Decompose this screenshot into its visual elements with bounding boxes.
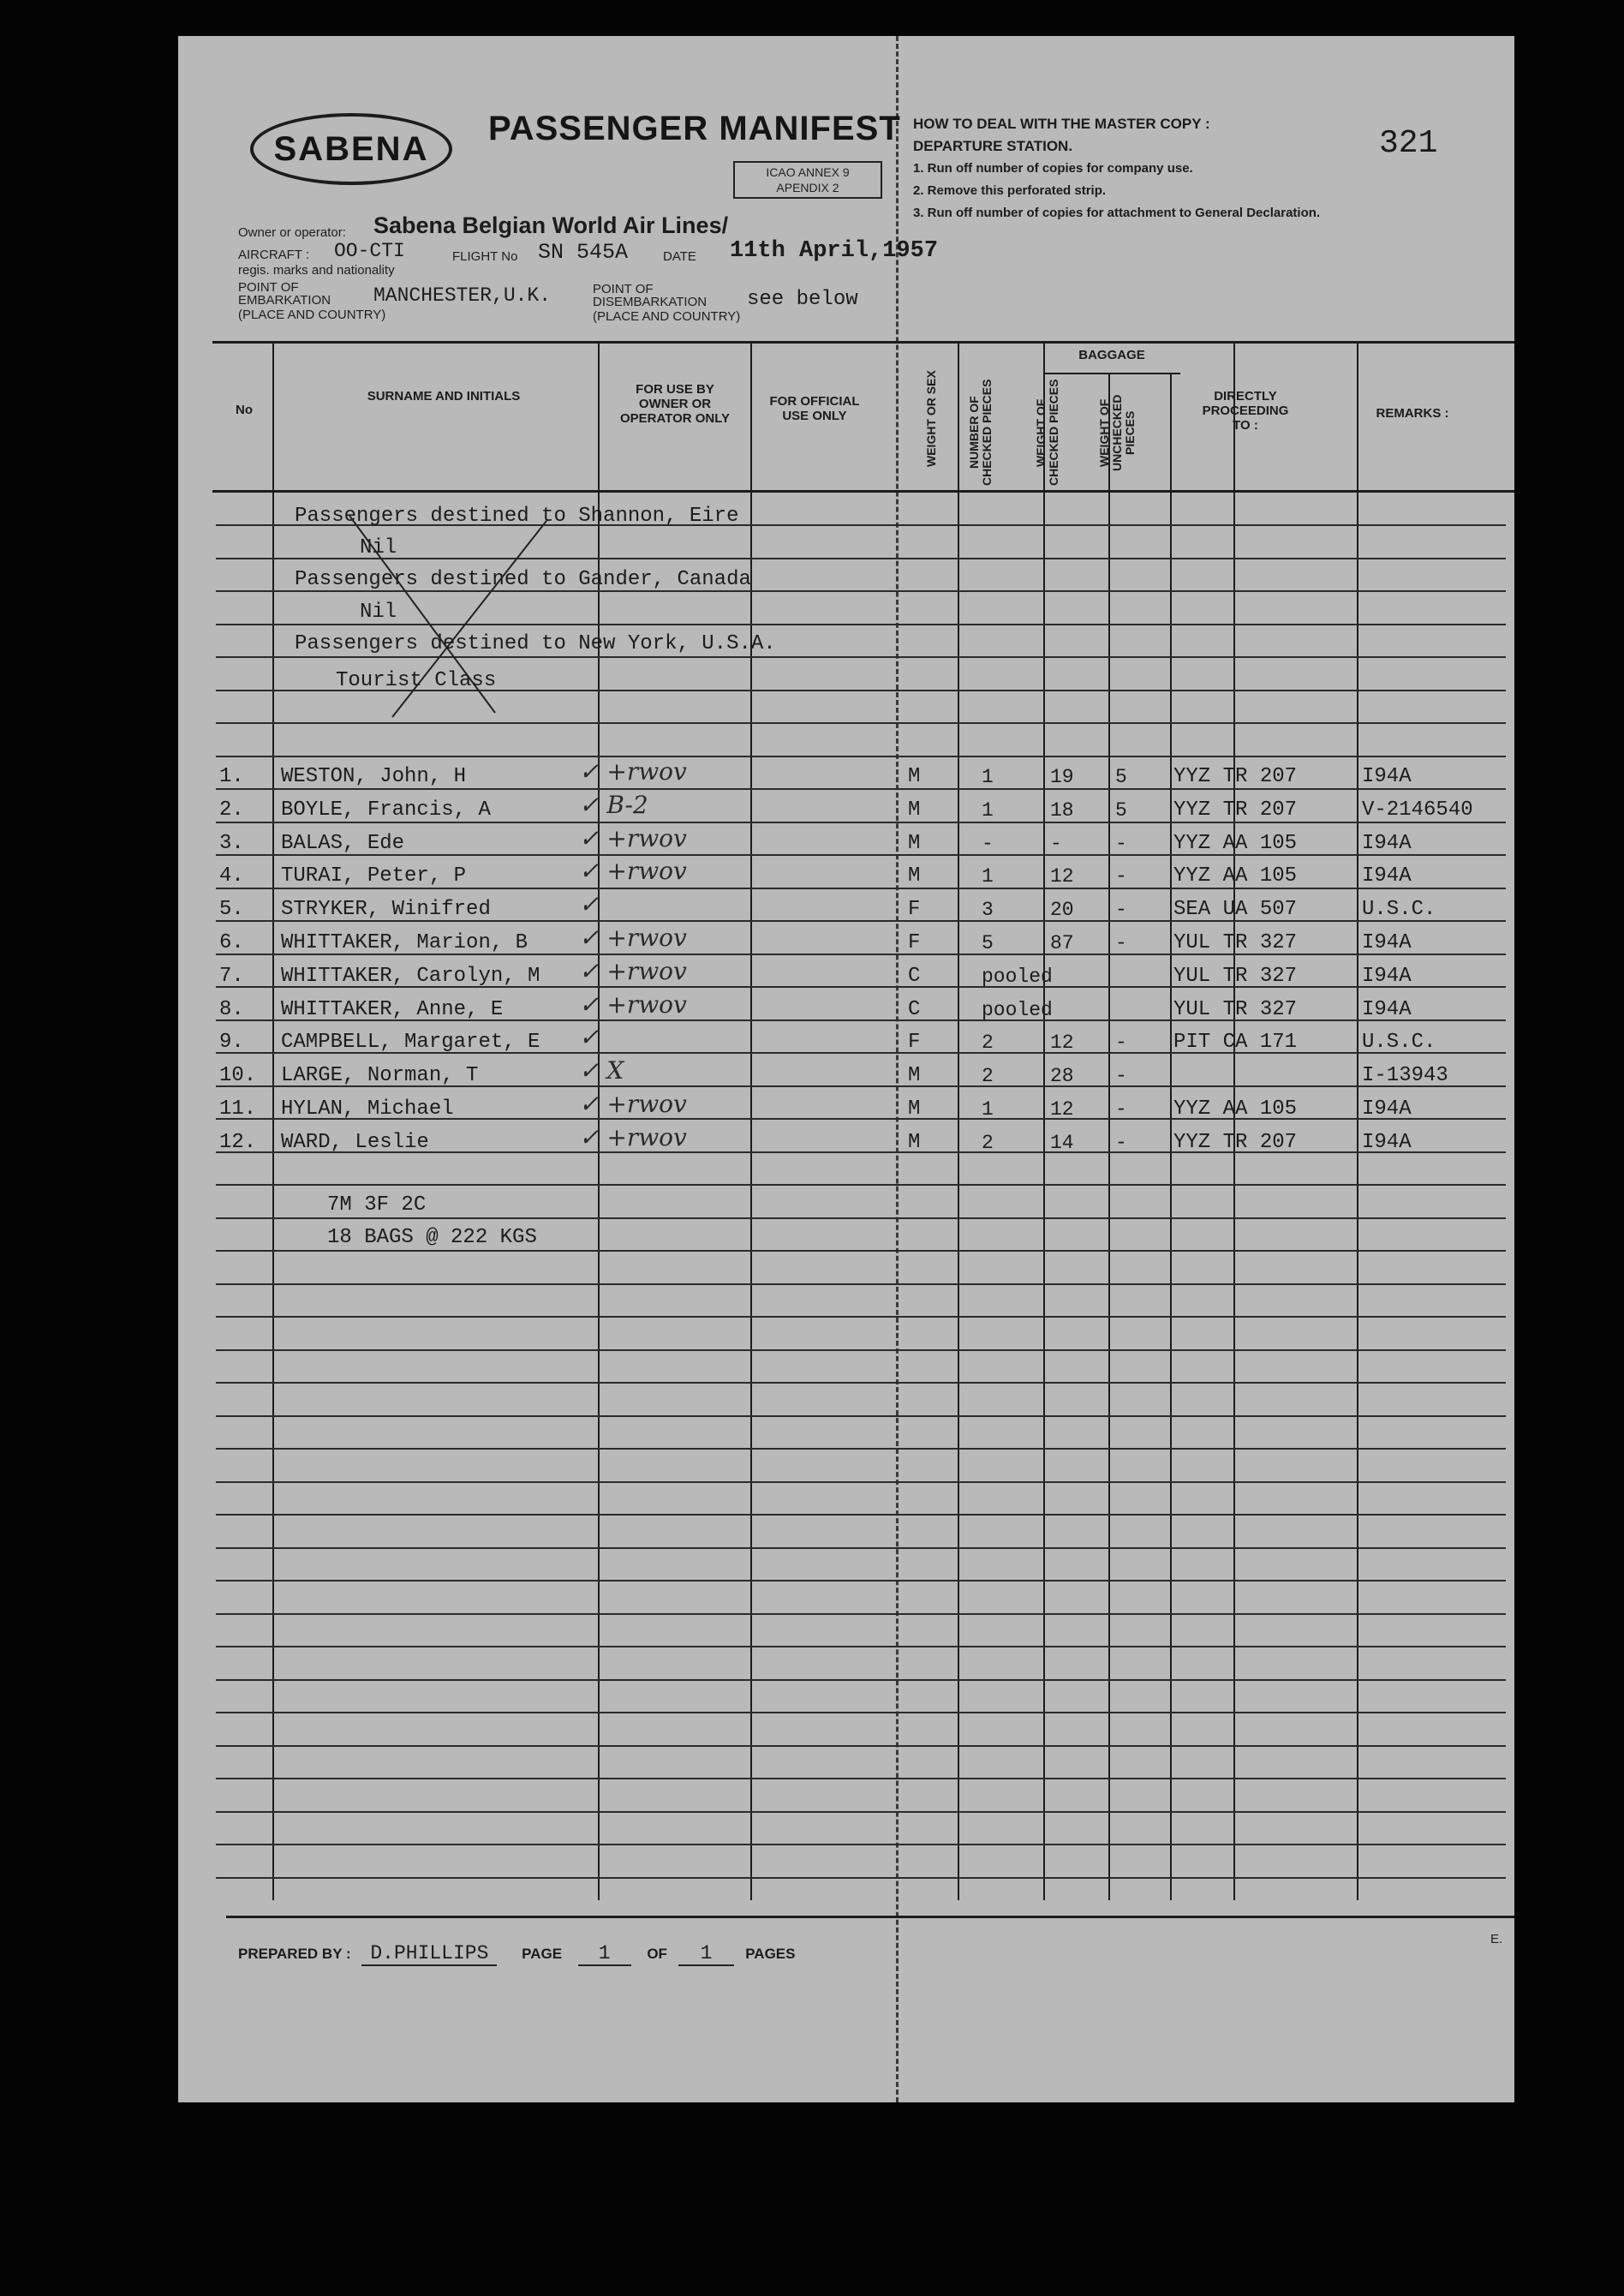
unchecked-weight: -: [1115, 1031, 1127, 1054]
checked-weight: 28: [1050, 1065, 1074, 1087]
passenger-sex: F: [908, 1031, 921, 1054]
destination-code: YYZ AA 105: [1173, 832, 1298, 855]
passenger-name: HYLAN, Michael: [281, 1097, 454, 1121]
passenger-name: TURAI, Peter, P: [281, 864, 467, 888]
checked-weight: 19: [1050, 766, 1074, 788]
checked-pieces: 1: [982, 799, 994, 822]
unchecked-weight: -: [1115, 1132, 1127, 1154]
ruled-line: [216, 1250, 1506, 1252]
unchecked-weight: -: [1115, 899, 1127, 921]
destination-line: Nil: [360, 601, 397, 624]
passenger-number: 1.: [219, 765, 244, 788]
handwritten-mark: ✓ +rwov: [579, 1090, 687, 1118]
destination-code: PIT CA 171: [1173, 1031, 1298, 1054]
handwritten-mark: ✓ +rwov: [579, 957, 687, 985]
passenger-number: 7.: [219, 965, 244, 988]
instructions-sub: DEPARTURE STATION.: [913, 138, 1073, 154]
passenger-name: CAMPBELL, Margaret, E: [281, 1031, 540, 1054]
passenger-sex: M: [908, 765, 921, 788]
remarks-value: I94A: [1362, 832, 1412, 855]
ruled-line: [216, 1712, 1506, 1713]
ruled-line: [216, 1448, 1506, 1450]
passenger-sex: M: [908, 798, 921, 822]
ruled-line: [216, 1646, 1506, 1647]
checked-weight: -: [1050, 833, 1062, 855]
passenger-name: WHITTAKER, Anne, E: [281, 998, 504, 1021]
prepared-label: PREPARED BY :: [238, 1946, 351, 1962]
checked-weight: 14: [1050, 1132, 1074, 1154]
table-bottom-rule: [226, 1916, 1514, 1918]
instructions-title: HOW TO DEAL WITH THE MASTER COPY :: [913, 116, 1210, 132]
passenger-name: BOYLE, Francis, A: [281, 798, 491, 822]
totals-line-2: 18 BAGS @ 222 KGS: [327, 1226, 537, 1249]
checked-pieces: pooled: [982, 966, 1053, 988]
ruled-line: [216, 1217, 1506, 1219]
ruled-line: [216, 1184, 1506, 1186]
handwritten-mark: ✓ X: [579, 1056, 624, 1085]
handwritten-mark: ✓ +rwov: [579, 757, 687, 786]
col-remarks-header: REMARKS :: [1376, 406, 1449, 421]
prepared-by-value: D.PHILLIPS: [361, 1942, 497, 1966]
destination-line: Passengers destined to Gander, Canada: [295, 568, 751, 591]
col-surname-header: SURNAME AND INITIALS: [367, 389, 521, 404]
remarks-value: U.S.C.: [1362, 1031, 1436, 1054]
checked-pieces: -: [982, 833, 994, 855]
passenger-number: 10.: [219, 1064, 257, 1087]
ruled-line: [216, 1415, 1506, 1417]
passenger-sex: C: [908, 965, 921, 988]
ruled-line: [216, 822, 1506, 823]
unchecked-weight: 5: [1115, 766, 1127, 788]
destination-code: YUL TR 327: [1173, 931, 1298, 954]
destination-code: SEA UA 507: [1173, 898, 1298, 921]
checked-weight: 12: [1050, 1098, 1074, 1121]
owner-label: Owner or operator:: [238, 225, 346, 240]
instruction-3: 3. Run off number of copies for attachment to General Declaration.: [913, 206, 1321, 220]
cross-out-marks: [178, 36, 1514, 807]
ruled-line: [216, 1679, 1506, 1681]
remarks-value: I94A: [1362, 965, 1412, 988]
instruction-2: 2. Remove this perforated strip.: [913, 183, 1107, 198]
page-title: PASSENGER MANIFEST: [488, 110, 901, 147]
ruled-line: [216, 1613, 1506, 1615]
ruled-line: [216, 1877, 1506, 1879]
col-weight-header: WEIGHT OR SEX: [924, 370, 938, 468]
checked-pieces: 1: [982, 1098, 994, 1121]
disembark-value: see below: [747, 288, 858, 311]
remarks-value: I94A: [1362, 1097, 1412, 1121]
pages-value: 1: [678, 1942, 735, 1966]
passenger-sex: M: [908, 1064, 921, 1087]
flight-value: SN 545A: [538, 240, 629, 265]
owner-value: Sabena Belgian World Air Lines/: [373, 212, 729, 238]
passenger-sex: M: [908, 1097, 921, 1121]
instruction-1: 1. Run off number of copies for company use.: [913, 161, 1193, 176]
destination-code: YYZ TR 207: [1173, 765, 1298, 788]
remarks-value: I94A: [1362, 931, 1412, 954]
date-value: 11th April,1957: [730, 238, 939, 264]
ruled-line: [216, 1778, 1506, 1779]
page-value: 1: [578, 1942, 631, 1966]
checked-pieces: 2: [982, 1031, 994, 1054]
handwritten-mark: ✓ +rwov: [579, 924, 687, 952]
passenger-sex: M: [908, 832, 921, 855]
passenger-number: 3.: [219, 832, 244, 855]
of-label: OF: [647, 1946, 667, 1962]
passenger-sex: M: [908, 1131, 921, 1154]
passenger-name: WHITTAKER, Marion, B: [281, 931, 528, 954]
col-proceeding-header: DIRECTLY PROCEEDING TO :: [1202, 389, 1289, 433]
unchecked-weight: 5: [1115, 799, 1127, 822]
checked-weight: 87: [1050, 932, 1074, 954]
ruled-line: [216, 1382, 1506, 1384]
remarks-value: U.S.C.: [1362, 898, 1436, 921]
sheet-number: 321: [1379, 125, 1438, 162]
handwritten-mark: ✓ +rwov: [579, 824, 687, 852]
destination-code: YYZ TR 207: [1173, 798, 1298, 822]
passenger-number: 12.: [219, 1131, 257, 1154]
unchecked-weight: -: [1115, 865, 1127, 888]
ruled-line: [216, 888, 1506, 889]
unchecked-weight: -: [1115, 1065, 1127, 1087]
handwritten-mark: ✓ +rwov: [579, 990, 687, 1019]
date-label: DATE: [663, 249, 696, 264]
embark-sub: (PLACE AND COUNTRY): [238, 308, 386, 322]
flight-label: FLIGHT No: [452, 249, 518, 264]
embark-label: POINT OF EMBARKATION: [238, 280, 331, 308]
passenger-sex: F: [908, 898, 921, 921]
checked-pieces: 2: [982, 1065, 994, 1087]
unchecked-weight: -: [1115, 833, 1127, 855]
checked-weight: 12: [1050, 865, 1074, 888]
unchecked-weight: -: [1115, 1098, 1127, 1121]
ruled-line: [216, 1844, 1506, 1845]
ruled-line: [216, 1481, 1506, 1483]
remarks-value: V-2146540: [1362, 798, 1473, 822]
ruled-line: [216, 1547, 1506, 1549]
checked-pieces: 5: [982, 932, 994, 954]
ruled-line: [216, 1811, 1506, 1813]
passenger-name: LARGE, Norman, T: [281, 1064, 479, 1087]
destination-code: YUL TR 327: [1173, 998, 1298, 1021]
passenger-sex: C: [908, 998, 921, 1021]
embark-value: MANCHESTER,U.K.: [373, 284, 552, 307]
passenger-name: BALAS, Ede: [281, 832, 405, 855]
handwritten-mark: ✓: [579, 890, 600, 918]
pages-label: PAGES: [745, 1946, 796, 1962]
checked-weight: 18: [1050, 799, 1074, 822]
handwritten-mark: ✓ +rwov: [579, 857, 687, 885]
checked-pieces: pooled: [982, 999, 1053, 1021]
col-num-checked-header: NUMBER OF CHECKED PIECES: [967, 379, 994, 487]
handwritten-mark: ✓ +rwov: [579, 1123, 687, 1151]
annex-line-1: ICAO ANNEX 9: [766, 165, 850, 179]
disembark-label: POINT OF DISEMBARKATION: [593, 282, 708, 309]
page-label: PAGE: [522, 1946, 563, 1962]
destination-line: Passengers destined to Shannon, Eire: [295, 505, 739, 528]
remarks-value: I-13943: [1362, 1064, 1448, 1087]
destination-line: Tourist Class: [336, 669, 497, 692]
passenger-sex: F: [908, 931, 921, 954]
checked-pieces: 2: [982, 1132, 994, 1154]
unchecked-weight: -: [1115, 932, 1127, 954]
ruled-line: [216, 854, 1506, 856]
col-official-header: FOR OFFICIAL USE ONLY: [769, 394, 860, 423]
col-owner-header: FOR USE BY OWNER OR OPERATOR ONLY: [619, 382, 731, 426]
ruled-line: [216, 1514, 1506, 1516]
ruled-line: [216, 1349, 1506, 1351]
passenger-name: WARD, Leslie: [281, 1131, 429, 1154]
passenger-name: STRYKER, Winifred: [281, 898, 491, 921]
checked-pieces: 1: [982, 865, 994, 888]
annex-line-2: APENDIX 2: [776, 181, 839, 194]
totals-line-1: 7M 3F 2C: [327, 1193, 427, 1217]
checked-pieces: 1: [982, 766, 994, 788]
baggage-header: BAGGAGE: [1078, 348, 1145, 362]
ruled-line: [216, 1580, 1506, 1581]
col-no-header: No: [236, 403, 253, 417]
destination-code: YUL TR 327: [1173, 965, 1298, 988]
aircraft-label: AIRCRAFT :: [238, 248, 310, 262]
remarks-value: I94A: [1362, 1131, 1412, 1154]
passenger-name: WHITTAKER, Carolyn, M: [281, 965, 540, 988]
remarks-value: I94A: [1362, 765, 1412, 788]
destination-line: Passengers destined to New York, U.S.A.: [295, 632, 776, 655]
passenger-number: 9.: [219, 1031, 244, 1054]
col-weight-checked-header: WEIGHT OF CHECKED PIECES: [1034, 379, 1060, 487]
passenger-number: 8.: [219, 998, 244, 1021]
col-weight-unchecked-header: WEIGHT OF UNCHECKED PIECES: [1097, 394, 1137, 471]
handwritten-mark: ✓: [579, 1023, 600, 1051]
ruled-line: [216, 1283, 1506, 1285]
passenger-number: 4.: [219, 864, 244, 888]
passenger-number: 5.: [219, 898, 244, 921]
checked-weight: 12: [1050, 1031, 1074, 1054]
remarks-value: I94A: [1362, 864, 1412, 888]
passenger-sex: M: [908, 864, 921, 888]
destination-code: YYZ AA 105: [1173, 1097, 1298, 1121]
checked-pieces: 3: [982, 899, 994, 921]
destination-line: Nil: [360, 536, 397, 559]
logo-text: SABENA: [273, 129, 429, 168]
destination-code: YYZ AA 105: [1173, 864, 1298, 888]
handwritten-mark: ✓ B-2: [579, 791, 648, 819]
passenger-number: 2.: [219, 798, 244, 822]
disembark-sub: (PLACE AND COUNTRY): [593, 309, 741, 324]
footer: [238, 1942, 795, 1964]
aircraft-sub: regis. marks and nationality: [238, 263, 395, 278]
ruled-line: [216, 1316, 1506, 1318]
destination-code: YYZ TR 207: [1173, 1131, 1298, 1154]
passenger-number: 11.: [219, 1097, 257, 1121]
remarks-value: I94A: [1362, 998, 1412, 1021]
passenger-number: 6.: [219, 931, 244, 954]
ruled-line: [216, 1745, 1506, 1747]
manifest-sheet: [178, 36, 1514, 2102]
checked-weight: 20: [1050, 899, 1074, 921]
passenger-name: WESTON, John, H: [281, 765, 467, 788]
corner-mark: E.: [1490, 1932, 1503, 1946]
aircraft-value: OO-CTI: [334, 240, 405, 262]
